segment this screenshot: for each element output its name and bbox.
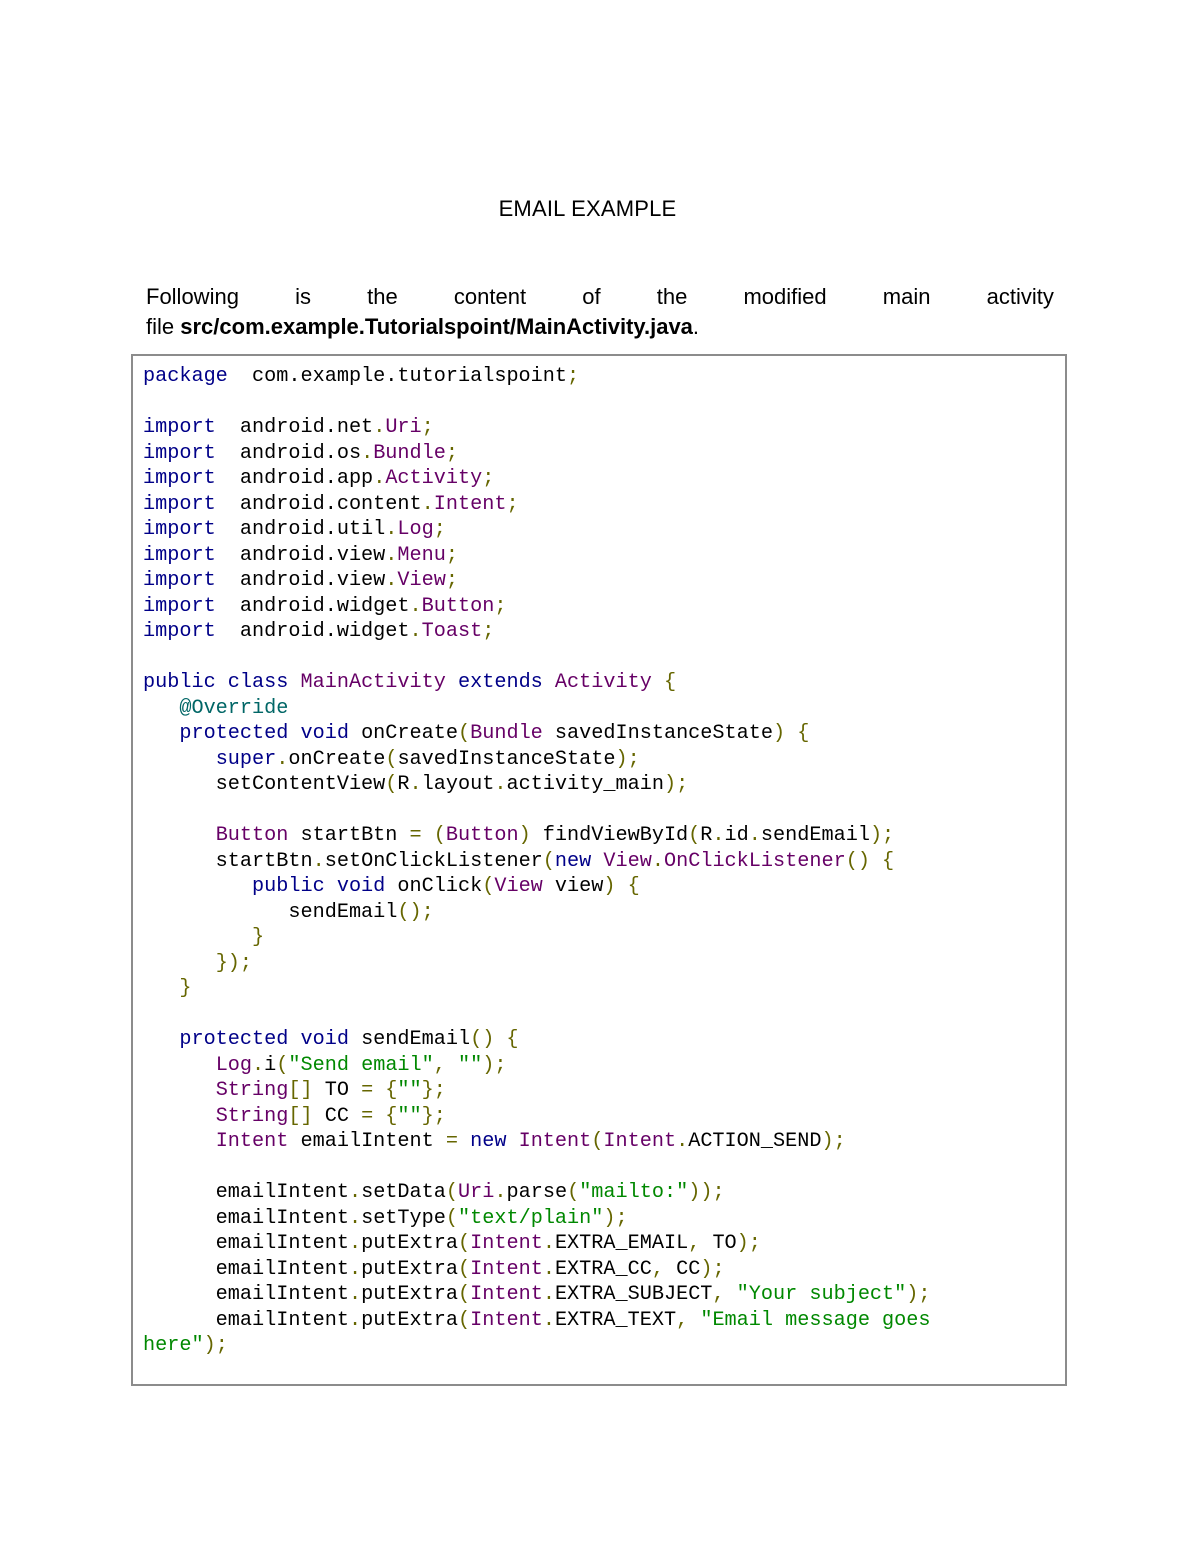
- code-token: );: [663, 773, 689, 796]
- code-token: .: [348, 1257, 362, 1281]
- code-token: );: [700, 1257, 725, 1281]
- code-line: [143, 1180, 1057, 1206]
- code-token: Activity: [554, 671, 664, 694]
- code-token: (: [688, 824, 701, 847]
- code-token: .: [252, 1053, 265, 1077]
- code-token: .: [373, 467, 386, 490]
- code-line: [143, 1027, 1057, 1053]
- code-token: import: [143, 416, 216, 439]
- code-token: .: [385, 569, 398, 592]
- code-token: setData: [361, 1181, 446, 1204]
- code-line: [143, 1333, 1057, 1359]
- code-token: );: [906, 1283, 931, 1306]
- code-token: [143, 977, 179, 1000]
- code-token: ,: [688, 1232, 713, 1255]
- code-line: [143, 823, 1057, 849]
- code-line: [143, 874, 1057, 900]
- code-token: View: [603, 849, 652, 873]
- code-token: );: [603, 1206, 628, 1230]
- code-token: () {: [470, 1028, 519, 1051]
- code-token: [143, 1054, 216, 1077]
- code-token: super: [215, 747, 277, 771]
- code-token: protected void: [179, 1028, 362, 1051]
- code-token: Intent: [215, 1130, 301, 1153]
- code-line: [143, 1282, 1057, 1308]
- code-token: [143, 824, 216, 847]
- code-token: String: [215, 1104, 289, 1128]
- code-token: .: [409, 620, 422, 643]
- code-token: ;: [445, 441, 458, 465]
- code-token: extends: [458, 671, 555, 694]
- code-token: "Your subject": [736, 1283, 907, 1306]
- code-token: ();: [397, 900, 434, 924]
- code-line: [143, 619, 1057, 645]
- code-token: () {: [845, 849, 895, 873]
- code-line: [143, 1155, 1057, 1181]
- code-token: ,: [651, 1257, 677, 1281]
- code-token: savedInstanceState: [554, 722, 773, 745]
- code-token: android.app: [215, 467, 374, 490]
- code-token: .: [676, 1130, 689, 1153]
- code-token: ;: [445, 543, 459, 567]
- code-token: Activity: [385, 467, 483, 490]
- code-token: .: [542, 1308, 555, 1332]
- intro-word: content: [453, 284, 527, 309]
- code-token: ;: [567, 365, 580, 388]
- intro-line-2: [146, 312, 1054, 342]
- code-token: {: [663, 671, 677, 694]
- code-token: CC: [676, 1257, 701, 1281]
- code-line: [143, 1257, 1057, 1283]
- code-token: sendEmail: [143, 900, 398, 924]
- code-token: EXTRA_CC: [554, 1257, 652, 1281]
- code-token: R: [700, 824, 713, 847]
- code-line: [143, 1206, 1057, 1232]
- code-token: android.util: [215, 518, 386, 541]
- code-token: .: [348, 1232, 362, 1255]
- code-token: "Send email": [288, 1053, 434, 1077]
- code-line: [143, 364, 1057, 390]
- code-token: [143, 1028, 179, 1051]
- code-token: [143, 952, 216, 975]
- code-token: emailIntent: [300, 1130, 446, 1153]
- code-token: EXTRA_SUBJECT: [554, 1283, 713, 1306]
- code-token: EXTRA_TEXT: [554, 1308, 677, 1332]
- code-token: CC: [324, 1104, 362, 1128]
- code-token: onCreate: [361, 722, 458, 745]
- code-token: "Email message goes: [700, 1308, 931, 1332]
- intro-word: the: [656, 284, 688, 309]
- code-token: Button: [215, 824, 301, 847]
- code-token: import: [143, 620, 216, 643]
- code-line: [143, 645, 1057, 671]
- code-token: .: [361, 441, 374, 465]
- code-line: [143, 568, 1057, 594]
- code-token: = {: [361, 1104, 398, 1128]
- code-token: android.net: [215, 416, 374, 439]
- code-token: String: [215, 1079, 289, 1102]
- code-token: };: [421, 1079, 446, 1102]
- code-token: import: [143, 569, 216, 592]
- code-token: Intent: [470, 1283, 543, 1306]
- code-line: [143, 747, 1057, 773]
- code-token: .: [712, 824, 725, 847]
- code-token: ;: [482, 620, 495, 643]
- intro-prefix: file: [146, 314, 181, 339]
- code-token: [143, 1079, 216, 1102]
- code-token: EXTRA_EMAIL: [554, 1232, 689, 1255]
- code-token: Intent: [470, 1308, 543, 1332]
- code-token: startBtn: [300, 824, 410, 847]
- code-token: Uri: [385, 416, 422, 439]
- code-token: import: [143, 441, 216, 465]
- code-token: .: [373, 416, 386, 439]
- code-token: @Override: [179, 696, 289, 720]
- code-token: protected void: [179, 722, 362, 745]
- code-line: [143, 1308, 1057, 1334]
- intro-word: activity: [986, 284, 1054, 309]
- code-token: );: [869, 824, 895, 847]
- code-line: [143, 492, 1057, 518]
- code-token: (: [385, 747, 398, 771]
- code-token: public class: [143, 671, 301, 694]
- code-token: emailIntent: [143, 1206, 349, 1230]
- code-token: = {: [361, 1079, 398, 1102]
- code-line: [143, 1104, 1057, 1130]
- code-line: [143, 594, 1057, 620]
- code-token: .: [385, 543, 398, 567]
- code-token: (: [482, 875, 495, 898]
- code-listing: [143, 364, 1057, 1359]
- code-token: []: [288, 1079, 325, 1102]
- code-token: putExtra: [361, 1257, 458, 1281]
- code-token: (: [458, 1308, 471, 1332]
- code-token: import: [143, 492, 216, 516]
- code-token: .: [409, 773, 422, 796]
- code-token: );: [821, 1130, 846, 1153]
- code-token: android.widget: [215, 594, 410, 618]
- code-token: );: [615, 747, 640, 771]
- code-token: (: [458, 1257, 471, 1281]
- code-token: ACTION_SEND: [688, 1130, 822, 1153]
- code-token: (: [591, 1130, 604, 1153]
- code-token: import: [143, 467, 216, 490]
- code-token: OnClickListener: [663, 849, 846, 873]
- code-token: (: [276, 1053, 289, 1077]
- code-line: [143, 849, 1057, 875]
- code-token: TO: [712, 1232, 737, 1255]
- code-line: [143, 925, 1057, 951]
- document-title: EMAIL EXAMPLE: [498, 196, 677, 221]
- code-token: putExtra: [361, 1283, 458, 1306]
- code-token: android.widget: [215, 620, 410, 643]
- code-line: [143, 441, 1057, 467]
- code-token: com.example.tutorialspoint: [227, 365, 568, 388]
- code-token: "mailto:": [579, 1181, 689, 1204]
- code-line: [143, 1002, 1057, 1028]
- code-token: Intent: [603, 1130, 677, 1153]
- code-token: .: [348, 1181, 362, 1204]
- code-token: .: [348, 1308, 362, 1332]
- code-line: [143, 696, 1057, 722]
- code-token: setOnClickListener: [324, 849, 543, 873]
- code-line: [143, 1129, 1057, 1155]
- code-token: Bundle: [470, 722, 555, 745]
- code-token: "": [458, 1053, 483, 1077]
- code-token: .: [542, 1232, 555, 1255]
- code-token: (: [567, 1181, 580, 1204]
- code-line: [143, 772, 1057, 798]
- intro-word: is: [295, 284, 311, 309]
- code-token: ;: [421, 416, 434, 439]
- code-token: onClick: [397, 875, 483, 898]
- code-token: emailIntent: [143, 1181, 349, 1204]
- code-token: View: [494, 875, 555, 898]
- code-token: .: [542, 1257, 555, 1281]
- intro-line-1: [146, 282, 1054, 312]
- code-token: };: [421, 1104, 446, 1128]
- code-token: Intent: [518, 1130, 592, 1153]
- code-token: emailIntent: [143, 1257, 349, 1281]
- code-token: );: [482, 1053, 507, 1077]
- code-token: i: [264, 1053, 277, 1077]
- code-token: .: [276, 747, 289, 771]
- code-token: ;: [482, 467, 495, 490]
- code-token: here": [143, 1334, 204, 1357]
- code-token: Log: [397, 518, 434, 541]
- code-token: );: [736, 1232, 761, 1255]
- code-token: layout: [421, 773, 495, 796]
- code-line: [143, 466, 1057, 492]
- code-token: new: [554, 849, 604, 873]
- code-token: import: [143, 594, 216, 618]
- code-line: [143, 721, 1057, 747]
- code-token: new: [470, 1130, 519, 1153]
- code-token: ;: [494, 594, 507, 618]
- code-token: setType: [361, 1206, 446, 1230]
- intro-paragraph: [146, 282, 1054, 342]
- code-token: }: [252, 926, 265, 949]
- code-token: ;: [506, 492, 519, 516]
- code-token: "text/plain": [458, 1206, 604, 1230]
- code-line: [143, 951, 1057, 977]
- code-token: [143, 926, 252, 949]
- code-token: putExtra: [361, 1308, 458, 1332]
- code-token: android.content: [215, 492, 422, 516]
- code-token: }: [179, 977, 192, 1000]
- code-token: Toast: [421, 620, 483, 643]
- file-path: src/com.example.Tutorialspoint/MainActivity.java: [180, 314, 693, 339]
- code-token: View: [397, 569, 446, 592]
- code-token: view: [554, 875, 604, 898]
- code-token: android.os: [215, 441, 362, 465]
- code-line: [143, 670, 1057, 696]
- code-token: putExtra: [361, 1232, 458, 1255]
- code-token: =: [445, 1130, 471, 1153]
- code-token: ,: [676, 1308, 701, 1332]
- code-token: R: [397, 773, 410, 796]
- code-token: (: [385, 773, 398, 796]
- code-line: [143, 543, 1057, 569]
- code-token: parse: [506, 1181, 568, 1204]
- code-token: .: [409, 594, 422, 618]
- code-token: (: [457, 722, 471, 745]
- code-token: (: [458, 1283, 471, 1306]
- code-token: (: [445, 1206, 459, 1230]
- code-token: [143, 748, 216, 771]
- code-token: android.view: [215, 569, 386, 592]
- code-token: setContentView: [143, 773, 386, 796]
- code-token: .: [312, 849, 325, 873]
- code-line: [143, 798, 1057, 824]
- code-token: id: [724, 824, 749, 847]
- code-token: ) {: [603, 875, 640, 898]
- intro-word: of: [582, 284, 601, 309]
- intro-word: the: [367, 284, 398, 309]
- code-token: .: [385, 518, 398, 541]
- code-token: emailIntent: [143, 1283, 349, 1306]
- code-token: activity_main: [506, 773, 664, 796]
- code-token: [143, 1130, 216, 1153]
- code-token: ) {: [772, 722, 810, 745]
- code-token: package: [143, 365, 228, 388]
- code-line: [143, 390, 1057, 416]
- code-token: (: [542, 849, 555, 873]
- intro-word: modified: [743, 284, 827, 309]
- intro-suffix: .: [692, 314, 700, 339]
- code-line: [143, 415, 1057, 441]
- code-token: savedInstanceState: [397, 747, 616, 771]
- code-token: [143, 875, 252, 898]
- code-token: import: [143, 518, 216, 541]
- code-token: Menu: [397, 543, 446, 567]
- code-token: Intent: [470, 1257, 543, 1281]
- code-token: .: [748, 824, 761, 847]
- code-token: });: [215, 951, 253, 975]
- code-token: .: [494, 773, 507, 796]
- code-token: .: [348, 1206, 362, 1230]
- code-token: Intent: [433, 492, 507, 516]
- code-token: ,: [712, 1283, 737, 1306]
- code-line: [143, 900, 1057, 926]
- code-token: .: [494, 1181, 507, 1204]
- code-token: onCreate: [288, 747, 386, 771]
- intro-word: Following: [146, 284, 239, 309]
- code-line: [143, 976, 1057, 1002]
- code-line: [143, 517, 1057, 543]
- code-token: Bundle: [373, 441, 446, 465]
- code-token: emailIntent: [143, 1232, 349, 1255]
- code-token: (: [458, 1232, 471, 1255]
- code-token: .: [651, 849, 664, 873]
- code-token: ));: [688, 1181, 725, 1204]
- code-token: .: [348, 1283, 362, 1306]
- code-token: [143, 697, 179, 720]
- code-token: Uri: [458, 1181, 495, 1204]
- code-token: ,: [433, 1053, 459, 1077]
- code-token: Intent: [470, 1232, 543, 1255]
- intro-word: main: [882, 284, 931, 309]
- code-token: findViewById: [542, 824, 689, 847]
- code-token: "": [397, 1104, 422, 1128]
- code-line: [143, 1053, 1057, 1079]
- code-token: ): [518, 824, 543, 847]
- code-token: .: [421, 492, 434, 516]
- code-token: startBtn: [143, 849, 313, 873]
- code-token: import: [143, 543, 216, 567]
- code-token: sendEmail: [361, 1028, 471, 1051]
- code-token: "": [397, 1079, 422, 1102]
- code-line: [143, 1231, 1057, 1257]
- code-line: [143, 1078, 1057, 1104]
- code-token: public void: [252, 875, 398, 898]
- code-token: Button: [445, 824, 519, 847]
- code-token: Log: [215, 1053, 253, 1077]
- code-token: android.view: [215, 543, 386, 567]
- code-token: MainActivity: [300, 671, 458, 694]
- code-token: sendEmail: [760, 824, 870, 847]
- code-token: [143, 722, 179, 745]
- code-token: []: [288, 1104, 325, 1128]
- code-token: Button: [421, 594, 495, 618]
- code-token: ;: [433, 518, 446, 541]
- code-token: emailIntent: [143, 1308, 349, 1332]
- code-block: [131, 354, 1067, 1386]
- code-token: ;: [445, 569, 459, 592]
- code-token: TO: [324, 1079, 362, 1102]
- code-token: );: [203, 1334, 228, 1357]
- code-token: [143, 1105, 216, 1128]
- code-token: .: [542, 1283, 555, 1306]
- code-token: (: [445, 1181, 459, 1204]
- code-token: = (: [409, 824, 446, 847]
